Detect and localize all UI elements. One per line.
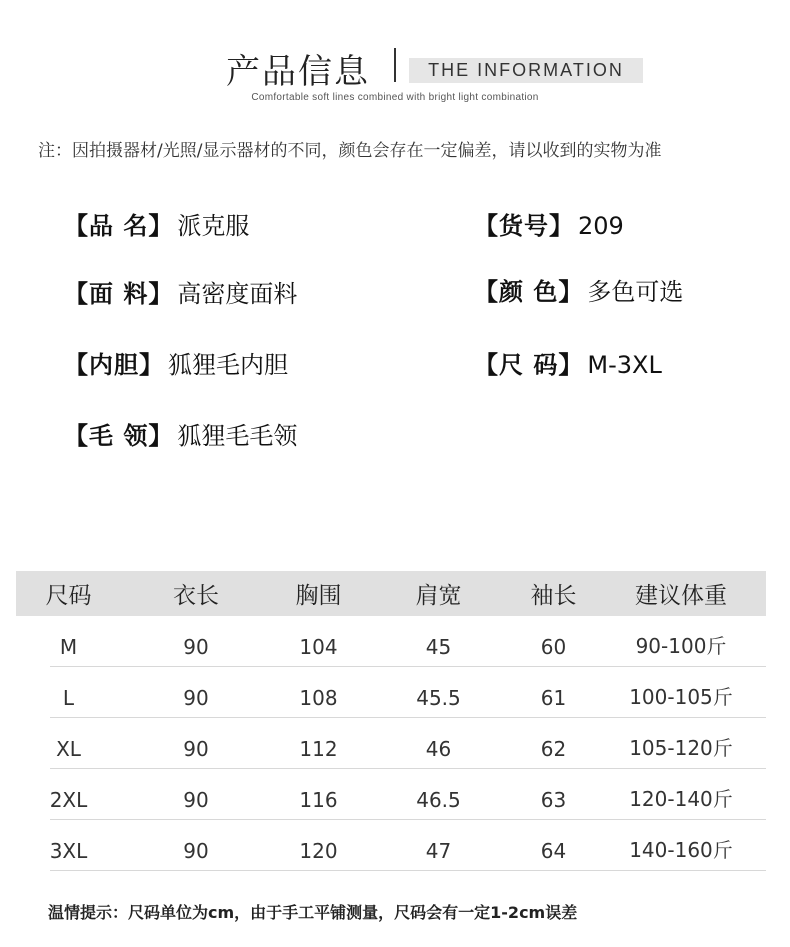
table-cell: 104 bbox=[299, 635, 338, 659]
spec-lining-value: 狐狸毛内胆 bbox=[168, 351, 288, 379]
table-cell: 100-105斤 bbox=[629, 685, 733, 709]
page-title: 产品信息 bbox=[226, 52, 370, 92]
header-cell: 胸围 bbox=[295, 583, 342, 609]
spec-name bbox=[64, 206, 249, 241]
spec-item-no bbox=[474, 206, 624, 241]
spec-fabric-label: 【面 料】 bbox=[64, 280, 174, 308]
title-divider bbox=[394, 48, 396, 82]
spec-color bbox=[474, 272, 683, 307]
table-row bbox=[16, 667, 766, 718]
table-row bbox=[16, 616, 766, 667]
spec-color-value: 多色可选 bbox=[587, 278, 684, 306]
table-cell: 62 bbox=[540, 737, 567, 761]
table-cell: 116 bbox=[299, 788, 338, 812]
size-table-header bbox=[16, 571, 766, 616]
table-cell: 120-140斤 bbox=[629, 787, 733, 811]
spec-collar bbox=[64, 416, 297, 451]
table-row bbox=[16, 820, 766, 871]
color-note: 注：因拍摄器材/光照/显示器材的不同，颜色会存在一定偏差，请以收到的实物为准 bbox=[38, 141, 662, 161]
table-cell: 3XL bbox=[49, 839, 88, 863]
table-cell: 90 bbox=[183, 737, 209, 761]
spec-item-no-value: 209 bbox=[578, 212, 624, 240]
header-cell: 肩宽 bbox=[415, 583, 462, 609]
table-cell: 64 bbox=[540, 839, 567, 863]
spec-fabric bbox=[64, 274, 297, 309]
spec-color-label: 【颜 色】 bbox=[474, 278, 584, 306]
table-cell: 45 bbox=[425, 635, 452, 659]
spec-collar-label: 【毛 领】 bbox=[64, 422, 174, 450]
size-tip: 温情提示：尺码单位为cm，由于手工平铺测量，尺码会有一定1-2cm误差 bbox=[48, 903, 578, 922]
table-cell: 90 bbox=[183, 788, 209, 812]
header-cell: 建议体重 bbox=[635, 583, 727, 609]
table-cell: 120 bbox=[299, 839, 338, 863]
table-cell: 61 bbox=[540, 686, 567, 710]
table-cell: 112 bbox=[299, 737, 338, 761]
header-cell: 衣长 bbox=[173, 583, 219, 609]
table-cell: 108 bbox=[299, 686, 338, 710]
table-cell: 105-120斤 bbox=[629, 736, 733, 760]
table-cell: 63 bbox=[540, 788, 567, 812]
table-cell: 2XL bbox=[49, 788, 88, 812]
title-subtitle: Comfortable soft lines combined with bright light combination bbox=[251, 92, 539, 103]
spec-fabric-value: 高密度面料 bbox=[177, 280, 298, 308]
spec-size-value: M-3XL bbox=[587, 351, 662, 379]
table-row bbox=[16, 769, 766, 820]
table-cell: 90 bbox=[183, 839, 209, 863]
spec-item-no-label: 【货号】 bbox=[474, 212, 574, 240]
table-cell: L bbox=[62, 686, 75, 710]
header-cell: 袖长 bbox=[530, 583, 577, 609]
spec-collar-value: 狐狸毛毛领 bbox=[177, 422, 298, 450]
header-cell: 尺码 bbox=[45, 583, 92, 609]
table-cell: 140-160斤 bbox=[629, 838, 733, 862]
spec-name-label: 【品 名】 bbox=[64, 212, 174, 240]
spec-lining bbox=[64, 345, 288, 380]
spec-name-value: 派克服 bbox=[177, 212, 250, 240]
table-cell: M bbox=[59, 635, 78, 659]
table-cell: 46 bbox=[425, 737, 452, 761]
table-cell: 90 bbox=[183, 686, 209, 710]
table-cell: 47 bbox=[425, 839, 452, 863]
table-cell: 46.5 bbox=[416, 788, 461, 812]
table-cell: 90 bbox=[183, 635, 209, 659]
row-divider bbox=[50, 870, 766, 871]
spec-size-label: 【尺 码】 bbox=[474, 351, 584, 379]
spec-size bbox=[474, 345, 662, 380]
title-english: THE INFORMATION bbox=[409, 58, 643, 83]
spec-lining-label: 【内胆】 bbox=[64, 351, 164, 379]
size-table bbox=[16, 571, 766, 871]
table-cell: 45.5 bbox=[416, 686, 461, 710]
table-row bbox=[16, 718, 766, 769]
table-cell: 60 bbox=[540, 635, 567, 659]
table-cell: XL bbox=[56, 737, 81, 761]
table-cell: 90-100斤 bbox=[635, 634, 727, 658]
